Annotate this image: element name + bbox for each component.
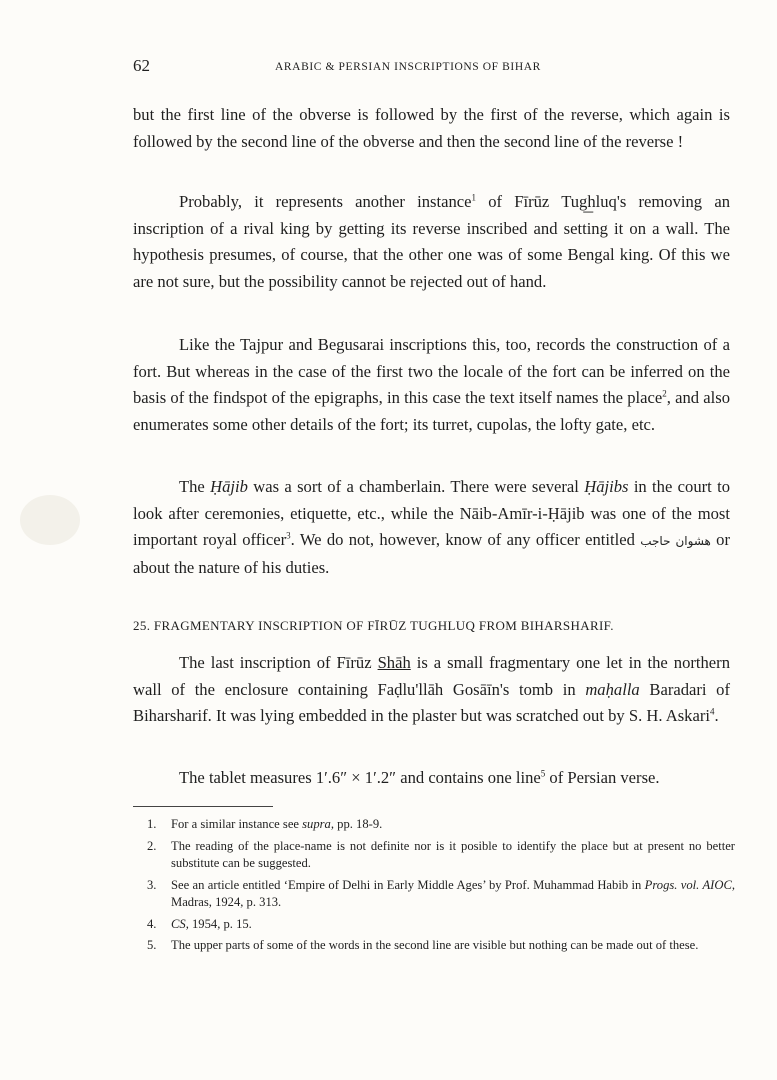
text-run: Probably, it represents another instance — [179, 192, 472, 211]
section-heading: 25. FRAGMENTARY INSCRIPTION OF FĪRŪZ TUGHLUQ FROM BIHARSHARIF. — [133, 618, 614, 633]
running-head: ARABIC & PERSIAN INSCRIPTIONS OF BIHAR — [275, 61, 541, 73]
footnote-text: See an article entitled ‘Empire of Delhi in Early Middle Ages’ by Prof. Muhammad Habib in — [171, 877, 645, 892]
footnote-italic: supra, — [302, 817, 334, 831]
footnote-ref-4[interactable]: 4 — [709, 706, 715, 717]
text-run: is a small fragmentary one let in the northern wall of the enclosure containing Faḍlu'llāh Gosāīn's tomb in — [133, 653, 730, 699]
footnote-ref-1[interactable]: 1 — [471, 192, 476, 203]
footnote-2 — [147, 838, 735, 873]
term-mahalla: maḥalla — [585, 679, 640, 699]
footnote-text: The reading of the place-name is not definite nor is it posible to identify the place but at present no better substitute can be suggested. — [171, 838, 735, 870]
text-run: The last inscription of Fīrūz — [179, 653, 378, 672]
page-header — [133, 56, 733, 82]
footnote-number: 2. — [147, 838, 157, 853]
text-run: The — [179, 477, 211, 496]
footnote-rule — [133, 806, 273, 807]
text-run: Baradari of Biharsharif. It was lying embedded in the plaster but was scratched out by S. H. Askari — [133, 679, 730, 725]
text-run: , and also enumerates some other details of the fort; its turret, cupolas, the lofty gate, etc. — [133, 388, 731, 434]
footnote-italic: Progs. vol. AIOC, — [644, 877, 735, 892]
footnote-ref-3[interactable]: 3 — [286, 530, 291, 541]
text-run: The tablet measures 1′.6″ × 1′.2″ and contains one line — [179, 768, 541, 787]
footnote-4 — [147, 916, 735, 934]
term-hajib: Ḥājib — [210, 477, 248, 496]
footnote-number: 4. — [147, 916, 157, 931]
paragraph-last-inscription — [133, 650, 730, 730]
term-shah: Shāh — [377, 653, 411, 672]
paragraph-fort — [133, 332, 730, 438]
paragraph-continuation — [133, 102, 730, 155]
footnote-text: pp. 18-9. — [334, 817, 383, 831]
text-run: Like the Tajpur and Begusarai inscriptions this, too, records the construction of a fort. But whereas in the case of the first two the locale of the fort can be inferred on the basis of the findspot of the epigraphs, in this case the text itself names the place — [133, 335, 730, 407]
footnote-ref-2[interactable]: 2 — [662, 388, 667, 399]
footnote-number: 5. — [147, 938, 157, 952]
footnote-italic: CS, — [171, 916, 189, 931]
paper-blemish — [20, 495, 80, 545]
footnote-text: The upper parts of some of the words in the second line are visible but nothing can be made out of these. — [171, 938, 699, 952]
footnote-number: 3. — [147, 877, 157, 892]
text-run: . — [714, 706, 719, 725]
text-run: or about the nature of his duties. — [133, 530, 730, 577]
text-run: . We do not, however, know of any officer entitled — [290, 530, 641, 549]
footnote-text: For a similar instance see — [171, 817, 303, 831]
text-run: of Fīrūz Tug͟hluq's removing an inscription of a rival king by getting its reverse inscribed and setting it on a wall. The hypothesis presumes, of course, that the other one was of some Bengal king. Of this we are not sure, but the possibility cannot be rejected out of hand. — [133, 192, 730, 291]
paragraph-instance — [133, 189, 730, 295]
footnotes — [147, 816, 735, 959]
footnote-number: 1. — [147, 817, 157, 831]
paragraph-hajib — [133, 474, 730, 581]
footnote-3 — [147, 877, 735, 912]
footnote-5 — [147, 937, 735, 955]
footnote-text: 1954, p. 15. — [188, 916, 252, 931]
arabic-title: هشوان حاجب — [640, 534, 711, 548]
paragraph-tablet — [133, 765, 730, 792]
term-hajibs: Ḥājibs — [584, 477, 629, 496]
text-run: was a sort of a chamberlain. There were several — [247, 477, 585, 496]
footnote-ref-5[interactable]: 5 — [540, 768, 546, 779]
text-run: of Persian verse. — [545, 768, 660, 787]
footnote-1 — [147, 816, 735, 834]
paragraph-text: but the first line of the obverse is followed by the first of the reverse, which again is followed by the second line of the obverse and then the second line of the reverse ! — [133, 105, 730, 151]
text-run: in the court to look after ceremonies, etiquette, etc., while the Nāib-Amīr-i-Ḥājib was one of the most important royal officer — [133, 477, 730, 549]
footnote-text: Madras, 1924, p. 313. — [171, 895, 282, 909]
page-number: 62 — [133, 56, 150, 75]
